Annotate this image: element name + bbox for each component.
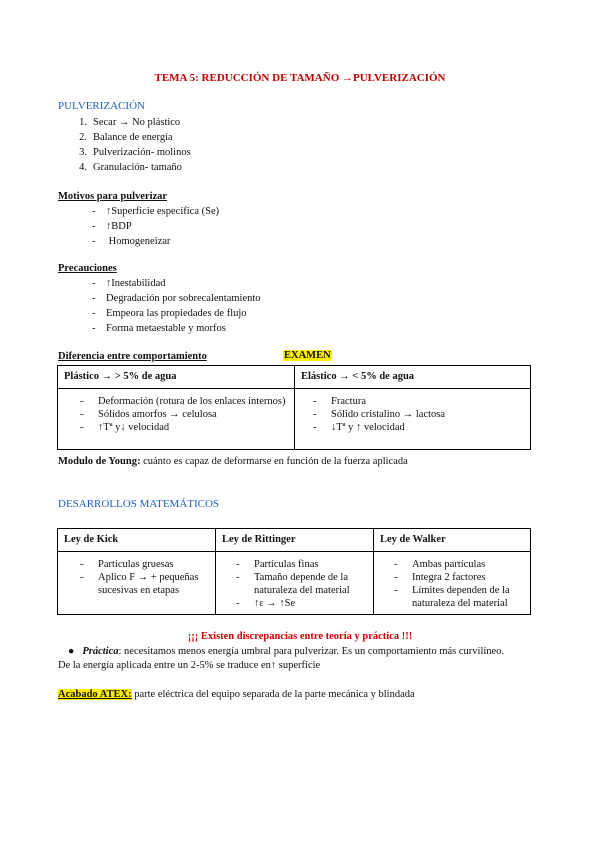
plastico-cell [58, 389, 295, 450]
discrepancias-note: ¡¡¡ Existen discrepancias entre teoría y práctica !!! [187, 631, 413, 642]
list-item: - ↑Inestabilidad [92, 278, 166, 289]
elastico-header: Elástico → < 5% de agua [295, 366, 531, 389]
leyes-table [57, 528, 531, 615]
rittinger-cell [216, 552, 374, 615]
young-text: cuánto es capaz de deformarse en función de la fuerza aplicada [140, 456, 408, 467]
list-item: 2. Balance de energía [79, 132, 173, 143]
list-item: - Partículas finas [236, 559, 319, 570]
precauciones-list [92, 276, 261, 336]
list-item: - Homogeneizar [92, 236, 171, 247]
list-item: - ↑Tª y↓ velocidad [80, 422, 170, 433]
atex-text: parte eléctrica del equipo separada de la parte mecánica y blindada [131, 689, 415, 700]
motivos-list [92, 204, 219, 249]
practica-text: : necesitamos menos energía umbral para pulverizar. Es un comportamiento más curvilíneo. [118, 646, 505, 657]
page-title: TEMA 5: REDUCCIÓN DE TAMAÑO →PULVERIZACIÓN [154, 72, 446, 84]
list-item: - ↓Tª y ↑ velocidad [313, 422, 405, 433]
atex-line [58, 689, 415, 700]
list-item: - Ambas partículas [394, 559, 486, 570]
kick-header: Ley de Kick [58, 529, 216, 552]
diferencia-table [57, 365, 531, 450]
atex-label: Acabado ATEX: [58, 689, 132, 700]
list-item: - Sólidos amorfos → celulosa [80, 409, 217, 420]
elastico-cell [295, 389, 531, 450]
desarrollos-heading: DESARROLLOS MATEMÁTICOS [58, 498, 220, 510]
walker-header: Ley de Walker [374, 529, 531, 552]
young-label: Modulo de Young: [58, 456, 141, 467]
list-item: - ↑BDP [92, 221, 132, 232]
list-item: 4. Granulación- tamaño [79, 162, 182, 173]
precauciones-heading: Precauciones [58, 263, 117, 274]
practica-text-2: De la energía aplicada entre un 2-5% se traduce en↑ superficie [58, 660, 321, 671]
kick-cell [58, 552, 216, 615]
list-item: - ↑Superficie específica (Se) [92, 206, 220, 217]
list-item: - Forma metaestable y morfos [92, 323, 226, 334]
list-item: - Límites dependen de la naturaleza del material [394, 585, 510, 609]
practica-label: Práctica [82, 646, 119, 657]
practica-line [68, 646, 504, 657]
list-item: - Tamaño depende de la naturaleza del material [236, 572, 350, 596]
motivos-heading: Motivos para pulverizar [58, 191, 168, 202]
walker-cell [374, 552, 531, 615]
pulverizacion-heading: PULVERIZACIÓN [58, 100, 145, 112]
plastico-header: Plástico → > 5% de agua [58, 366, 295, 389]
examen-highlight: EXAMEN [284, 350, 331, 361]
list-item: - ↑ε → ↑Se [236, 598, 296, 609]
bullet-icon: ● [68, 646, 75, 657]
list-item: 3. Pulverización- molinos [79, 147, 191, 158]
list-item: - Integra 2 factores [394, 572, 486, 583]
list-item: - Sólido cristalino → lactosa [313, 409, 446, 420]
list-item: - Fractura [313, 396, 366, 407]
list-item: - Aplico F → + pequeñas sucesivas en etapas [80, 572, 199, 596]
pulverizacion-list [63, 115, 191, 175]
list-item: - Partículas gruesas [80, 559, 174, 570]
rittinger-header: Ley de Rittinger [216, 529, 374, 552]
list-item: - Empeora las propiedades de flujo [92, 308, 247, 319]
list-item: - Deformación (rotura de los enlaces internos) [80, 396, 286, 407]
young-line [58, 456, 408, 467]
list-item: - Degradación por sobrecalentamiento [92, 293, 261, 304]
diferencia-heading: Diferencia entre comportamiento [58, 351, 207, 362]
list-item: 1. Secar → No plástico [79, 117, 181, 128]
